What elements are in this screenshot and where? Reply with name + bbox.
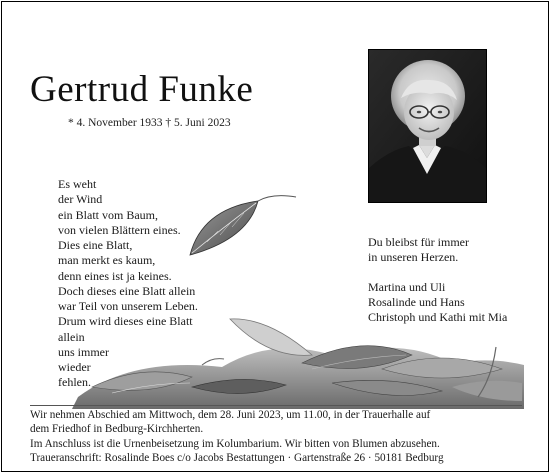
dedication-line: Du bleibst für immer [368, 235, 469, 249]
footer-line: dem Friedhof in Bedburg-Kirchherten. [30, 423, 204, 436]
poem-line: Drum wird dieses eine Blatt [58, 314, 193, 329]
divider-line [30, 405, 522, 406]
portrait-photo [368, 49, 487, 203]
mourner-name: Martina und Uli [368, 279, 446, 294]
poem-line: uns immer [58, 344, 109, 359]
poem [58, 177, 198, 391]
mourner-name: Rosalinde und Hans [368, 294, 465, 309]
poem-line: fehlen. [58, 375, 91, 390]
life-dates: * 4. November 1933 † 5. Juni 2023 [68, 117, 231, 129]
poem-line: ein Blatt vom Baum, [58, 207, 158, 222]
portrait-image [369, 50, 486, 202]
poem-line: man merkt es kaum, [58, 253, 156, 268]
poem-line: war Teil von unserem Leben. [58, 299, 198, 313]
deceased-name: Gertrud Funke [30, 69, 254, 110]
poem-line: wieder [58, 360, 91, 374]
footer-line: Traueranschrift: Rosalinde Boes c/o Jacobs Bestattungen · Gartenstraße 26 · 50181 Bedburg [30, 451, 444, 464]
falling-leaf [190, 196, 296, 255]
poem-line: Dies eine Blatt, [58, 238, 133, 252]
poem-line: von vielen Blättern eines. [58, 222, 181, 237]
mourner-name: Christoph und Kathi mit Mia [368, 310, 508, 325]
poem-line: denn eines ist ja keines. [58, 268, 172, 283]
poem-line: der Wind [58, 192, 103, 207]
poem-line: Doch dieses eine Blatt allein [58, 283, 196, 298]
obituary-card [1, 1, 549, 472]
footer-line: Im Anschluss ist die Urnenbeisetzung im Kolumbarium. Wir bitten von Blumen abzusehen. [30, 437, 440, 450]
poem-line: Es weht [58, 177, 97, 191]
funeral-details [30, 408, 444, 465]
dedication-line: in unseren Herzen. [368, 250, 459, 265]
poem-line: allein [58, 329, 85, 344]
footer-line: Wir nehmen Abschied am Mittwoch, dem 28. Juni 2023, um 11.00, in der Trauerhalle auf [30, 409, 431, 421]
